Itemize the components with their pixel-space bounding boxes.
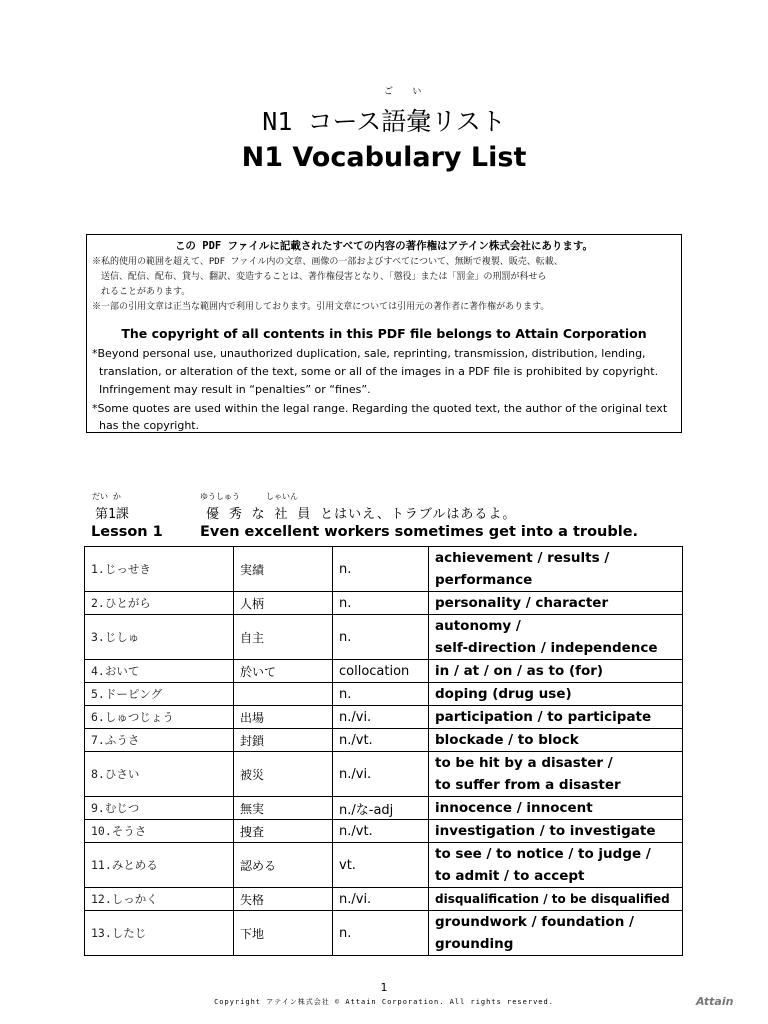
copyright-en-line: has the copyright. <box>99 419 200 432</box>
vocab-reading: 13.したじ <box>85 911 234 956</box>
vocab-part-of-speech: n./vi. <box>333 888 429 911</box>
vocab-meaning <box>429 888 683 911</box>
copyright-jp-line: れることがあります。 <box>101 287 191 297</box>
vocab-reading: 6.しゅつじょう <box>85 706 234 729</box>
vocab-kanji: 認める <box>234 843 333 888</box>
attain-logo: Attain <box>696 995 734 1008</box>
vocab-part-of-speech: n./vt. <box>333 820 429 843</box>
copyright-jp-heading: この PDF ファイルに記載されたすべての内容の著作権はアテイン株式会社にあります。 <box>174 240 594 252</box>
vocab-row <box>85 843 683 888</box>
vocab-row <box>85 729 683 752</box>
vocab-reading: 3.じしゅ <box>85 615 234 660</box>
vocab-row <box>85 820 683 843</box>
copyright-jp-line: ※一部の引用文章は正当な範囲内で利用しております。引用文章については引用元の著作者に著作権があります。 <box>92 302 550 312</box>
vocab-part-of-speech: n. <box>333 547 429 592</box>
vocab-kanji: 封鎖 <box>234 729 333 752</box>
vocab-kanji: 於いて <box>234 660 333 683</box>
vocab-row <box>85 797 683 820</box>
vocab-reading: 4.おいて <box>85 660 234 683</box>
vocab-meaning <box>429 592 683 615</box>
vocab-row <box>85 888 683 911</box>
vocab-table <box>84 546 683 956</box>
vocab-meaning-line: to admit / to accept <box>435 868 585 884</box>
vocab-meaning <box>429 729 683 752</box>
vocab-kanji: 下地 <box>234 911 333 956</box>
vocab-kanji: 自主 <box>234 615 333 660</box>
lesson-en-label: Lesson 1 <box>91 524 163 540</box>
vocab-row <box>85 911 683 956</box>
vocab-part-of-speech: n./vi. <box>333 706 429 729</box>
vocab-reading: 9.むじつ <box>85 797 234 820</box>
vocab-meaning-line: to suffer from a disaster <box>435 777 621 793</box>
vocab-reading: 7.ふうさ <box>85 729 234 752</box>
vocab-kanji: 被災 <box>234 752 333 797</box>
page-title-jp: N1 コース語彙リスト <box>262 107 506 136</box>
vocab-meaning-line: achievement / results / <box>435 550 610 566</box>
vocab-meaning-line: innocence / innocent <box>435 800 593 816</box>
lesson-ruby-shain: しゃいん <box>266 492 298 501</box>
vocab-meaning <box>429 911 683 956</box>
vocab-meaning-line: in / at / on / as to (for) <box>435 663 604 679</box>
copyright-jp-line: 送信、配信、配布、貸与、翻訳、変造することは、著作権侵害となり、「懲役」または「罰金」の刑罰が科せら <box>101 272 547 282</box>
vocab-meaning <box>429 547 683 592</box>
vocab-meaning-line: to see / to notice / to judge / <box>435 846 651 862</box>
vocab-meaning-line: personality / character <box>435 595 609 611</box>
vocab-meaning-line: doping (drug use) <box>435 686 572 702</box>
vocab-reading: 12.しっかく <box>85 888 234 911</box>
vocab-meaning-line: autonomy / <box>435 618 521 634</box>
vocab-part-of-speech: n. <box>333 615 429 660</box>
vocab-part-of-speech: n./な-adj <box>333 797 429 820</box>
vocab-meaning-line: performance <box>435 572 533 588</box>
vocab-reading: 2.ひとがら <box>85 592 234 615</box>
vocab-meaning-line: participation / to participate <box>435 709 652 725</box>
page-number: 1 <box>380 981 388 994</box>
copyright-en-line: *Beyond personal use, unauthorized duplication, sale, reprinting, transmission, distribution, lending, <box>92 347 646 360</box>
vocab-meaning <box>429 660 683 683</box>
vocab-row <box>85 660 683 683</box>
copyright-jp-line: ※私的使用の範囲を超えて、PDF ファイル内の文章、画像の一部およびすべてについて、無断で複製、販売、転載、 <box>92 257 563 267</box>
vocab-meaning <box>429 752 683 797</box>
lesson-jp-label: 第1課 <box>95 507 129 522</box>
page-title-en: N1 Vocabulary List <box>241 142 527 173</box>
ruby-goi: ご い <box>384 87 429 97</box>
vocab-meaning-line: self-direction / independence <box>435 640 658 656</box>
vocab-kanji: 人柄 <box>234 592 333 615</box>
vocab-meaning-line: disqualification / to be disqualified <box>435 892 670 906</box>
copyright-en-line: *Some quotes are used within the legal range. Regarding the quoted text, the author of the original text <box>92 402 668 415</box>
vocab-part-of-speech: vt. <box>333 843 429 888</box>
vocab-kanji: 失格 <box>234 888 333 911</box>
vocab-part-of-speech: n. <box>333 911 429 956</box>
vocab-meaning <box>429 843 683 888</box>
vocab-meaning <box>429 797 683 820</box>
lesson-ruby-yuushuu: ゆうしゅう <box>200 492 240 501</box>
vocab-reading: 1.じっせき <box>85 547 234 592</box>
vocab-kanji: 無実 <box>234 797 333 820</box>
vocab-reading: 10.そうさ <box>85 820 234 843</box>
vocab-part-of-speech: collocation <box>333 660 429 683</box>
vocab-meaning-line: groundwork / foundation / <box>435 914 634 930</box>
vocab-kanji: 実績 <box>234 547 333 592</box>
vocab-row <box>85 615 683 660</box>
vocab-meaning-line: blockade / to block <box>435 732 579 748</box>
vocab-kanji: 捜査 <box>234 820 333 843</box>
vocab-kanji <box>234 683 333 706</box>
vocab-reading: 8.ひさい <box>85 752 234 797</box>
vocab-row <box>85 547 683 592</box>
vocab-row <box>85 592 683 615</box>
vocab-meaning <box>429 820 683 843</box>
lesson-en-sentence: Even excellent workers sometimes get into a trouble. <box>200 524 639 540</box>
vocab-part-of-speech: n./vt. <box>333 729 429 752</box>
lesson-ruby-daika: だい か <box>92 492 121 501</box>
copyright-box <box>86 234 682 433</box>
vocab-meaning-line: to be hit by a disaster / <box>435 755 613 771</box>
lesson-jp-sentence: 優 秀 な 社 員 とはいえ、トラブルはあるよ。 <box>206 507 517 522</box>
vocab-kanji: 出場 <box>234 706 333 729</box>
vocab-reading: 5.ドーピング <box>85 683 234 706</box>
vocab-row <box>85 752 683 797</box>
copyright-en-line: translation, or alteration of the text, some or all of the images in a PDF file is prohibited by copyright. <box>99 365 659 378</box>
vocab-row <box>85 683 683 706</box>
vocab-meaning-line: investigation / to investigate <box>435 823 656 839</box>
copyright-en-line: Infringement may result in “penalties” or “fines”. <box>99 383 371 396</box>
vocab-meaning <box>429 615 683 660</box>
vocab-reading: 11.みとめる <box>85 843 234 888</box>
vocab-row <box>85 706 683 729</box>
copyright-en-heading: The copyright of all contents in this PDF file belongs to Attain Corporation <box>121 326 647 341</box>
vocab-meaning-line: grounding <box>435 936 514 952</box>
footer-copyright: Copyright アテイン株式会社 © Attain Corporation. All rights reserved. <box>214 998 554 1006</box>
vocab-meaning <box>429 683 683 706</box>
vocab-part-of-speech: n./vi. <box>333 752 429 797</box>
vocab-table-body <box>85 547 683 956</box>
vocab-part-of-speech: n. <box>333 592 429 615</box>
vocab-part-of-speech: n. <box>333 683 429 706</box>
vocab-meaning <box>429 706 683 729</box>
